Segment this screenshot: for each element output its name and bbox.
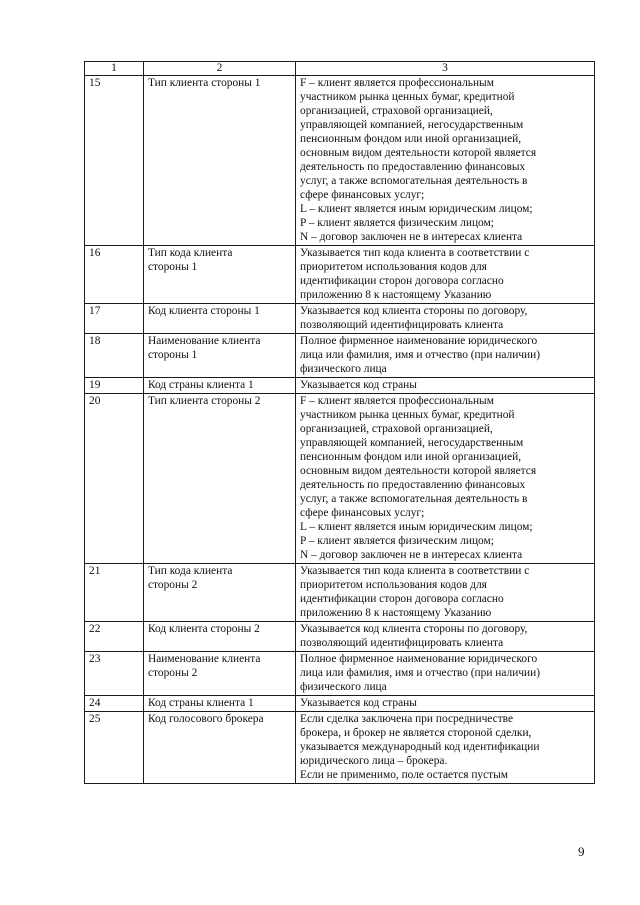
header-cell-field: 2 (144, 62, 296, 76)
description-line: участником рынка ценных бумаг, кредитной (300, 91, 515, 103)
row-number-cell: 15 (85, 76, 144, 246)
description-line: приложению 8 к настоящему Указанию (300, 607, 492, 619)
description-line: пенсионным фондом или иной организацией, (300, 451, 522, 463)
field-name-cell (144, 76, 296, 246)
field-name-cell (144, 304, 296, 334)
description-cell (296, 334, 595, 378)
description-line: Указывается код клиента стороны по договору, (300, 623, 528, 635)
field-name-line: Тип клиента стороны 2 (148, 395, 261, 407)
row-number-cell: 16 (85, 246, 144, 304)
row-number-cell: 25 (85, 712, 144, 784)
description-line: юридического лица – брокера. (300, 755, 448, 767)
row-number-cell: 24 (85, 696, 144, 712)
description-line: позволяющий идентифицировать клиента (300, 319, 504, 331)
description-line: участником рынка ценных бумаг, кредитной (300, 409, 515, 421)
field-name-line: Наименование клиента (148, 335, 261, 347)
field-name-line: Код клиента стороны 2 (148, 623, 260, 635)
table-row (85, 696, 595, 712)
description-line: L – клиент является иным юридическим лицом; (300, 203, 533, 215)
description-line: приоритетом использования кодов для (300, 579, 487, 591)
fields-table (84, 61, 595, 784)
description-line: идентификации сторон договора согласно (300, 275, 504, 287)
row-number-cell: 23 (85, 652, 144, 696)
description-line: организацией, страховой организацией, (300, 105, 493, 117)
description-cell (296, 304, 595, 334)
field-name-cell (144, 246, 296, 304)
table-row (85, 394, 595, 564)
table-row (85, 246, 595, 304)
table-row (85, 304, 595, 334)
header-cell-description: 3 (296, 62, 595, 76)
table-row (85, 334, 595, 378)
description-line: Полное фирменное наименование юридического (300, 335, 538, 347)
field-name-cell (144, 696, 296, 712)
description-line: Указывается тип кода клиента в соответствии с (300, 565, 530, 577)
field-name-cell (144, 334, 296, 378)
row-number-cell: 17 (85, 304, 144, 334)
field-name-line: Код страны клиента 1 (148, 697, 254, 709)
table-row (85, 76, 595, 246)
field-name-cell (144, 622, 296, 652)
description-line: L – клиент является иным юридическим лицом; (300, 521, 533, 533)
table-row (85, 652, 595, 696)
description-line: основным видом деятельности которой является (300, 465, 537, 477)
field-name-line: стороны 2 (148, 667, 198, 679)
description-line: F – клиент является профессиональным (300, 395, 494, 407)
description-cell (296, 696, 595, 712)
description-cell (296, 564, 595, 622)
description-line: брокера, и брокер не является стороной сделки, (300, 727, 532, 739)
field-name-cell (144, 712, 296, 784)
field-name-line: стороны 1 (148, 349, 198, 361)
description-line: приложению 8 к настоящему Указанию (300, 289, 492, 301)
description-cell (296, 76, 595, 246)
description-line: N – договор заключен не в интересах клиента (300, 231, 523, 243)
field-name-cell (144, 652, 296, 696)
description-line: физического лица (300, 681, 387, 693)
description-line: лица или фамилия, имя и отчество (при наличии) (300, 667, 541, 679)
table-row (85, 378, 595, 394)
description-line: указывается международный код идентификации (300, 741, 540, 753)
description-line: Указывается код страны (300, 379, 417, 391)
description-line: деятельность по предоставлению финансовых (300, 479, 526, 491)
description-line: деятельность по предоставлению финансовых (300, 161, 526, 173)
description-line: Полное фирменное наименование юридического (300, 653, 538, 665)
description-line: F – клиент является профессиональным (300, 77, 494, 89)
row-number-cell: 21 (85, 564, 144, 622)
table-row (85, 622, 595, 652)
row-number-cell: 22 (85, 622, 144, 652)
field-name-line: Тип клиента стороны 1 (148, 77, 261, 89)
description-line: Указывается тип кода клиента в соответствии с (300, 247, 530, 259)
field-name-line: стороны 2 (148, 579, 198, 591)
description-line: N – договор заключен не в интересах клиента (300, 549, 523, 561)
header-row (85, 62, 595, 76)
row-number-cell: 20 (85, 394, 144, 564)
description-line: лица или фамилия, имя и отчество (при наличии) (300, 349, 541, 361)
row-number-cell: 18 (85, 334, 144, 378)
field-name-line: стороны 1 (148, 261, 198, 273)
field-name-line: Тип кода клиента (148, 247, 233, 259)
description-line: физического лица (300, 363, 387, 375)
table-row (85, 712, 595, 784)
description-line: Если сделка заключена при посредничестве (300, 713, 514, 725)
description-line: пенсионным фондом или иной организацией, (300, 133, 522, 145)
header-cell-number: 1 (85, 62, 144, 76)
description-cell (296, 246, 595, 304)
description-line: сфере финансовых услуг; (300, 507, 425, 519)
description-line: P – клиент является физическим лицом; (300, 535, 494, 547)
table-row (85, 564, 595, 622)
description-line: идентификации сторон договора согласно (300, 593, 504, 605)
description-line: P – клиент является физическим лицом; (300, 217, 494, 229)
description-line: основным видом деятельности которой является (300, 147, 537, 159)
description-line: Указывается код страны (300, 697, 417, 709)
description-line: позволяющий идентифицировать клиента (300, 637, 504, 649)
description-line: управляющей компанией, негосударственным (300, 119, 524, 131)
row-number-cell: 19 (85, 378, 144, 394)
description-cell (296, 622, 595, 652)
field-name-line: Тип кода клиента (148, 565, 233, 577)
field-name-line: Код клиента стороны 1 (148, 305, 260, 317)
description-line: услуг, а также вспомогательная деятельность в (300, 493, 528, 505)
description-line: сфере финансовых услуг; (300, 189, 425, 201)
field-name-cell (144, 378, 296, 394)
page-number: 9 (578, 844, 585, 859)
description-cell (296, 712, 595, 784)
description-cell (296, 652, 595, 696)
description-line: приоритетом использования кодов для (300, 261, 487, 273)
description-cell (296, 378, 595, 394)
description-line: организацией, страховой организацией, (300, 423, 493, 435)
description-line: Если не применимо, поле остается пустым (300, 769, 509, 781)
field-name-line: Наименование клиента (148, 653, 261, 665)
field-name-cell (144, 564, 296, 622)
field-name-line: Код страны клиента 1 (148, 379, 254, 391)
description-line: Указывается код клиента стороны по договору, (300, 305, 528, 317)
description-cell (296, 394, 595, 564)
description-line: управляющей компанией, негосударственным (300, 437, 524, 449)
description-line: услуг, а также вспомогательная деятельность в (300, 175, 528, 187)
field-name-line: Код голосового брокера (148, 713, 264, 725)
field-name-cell (144, 394, 296, 564)
